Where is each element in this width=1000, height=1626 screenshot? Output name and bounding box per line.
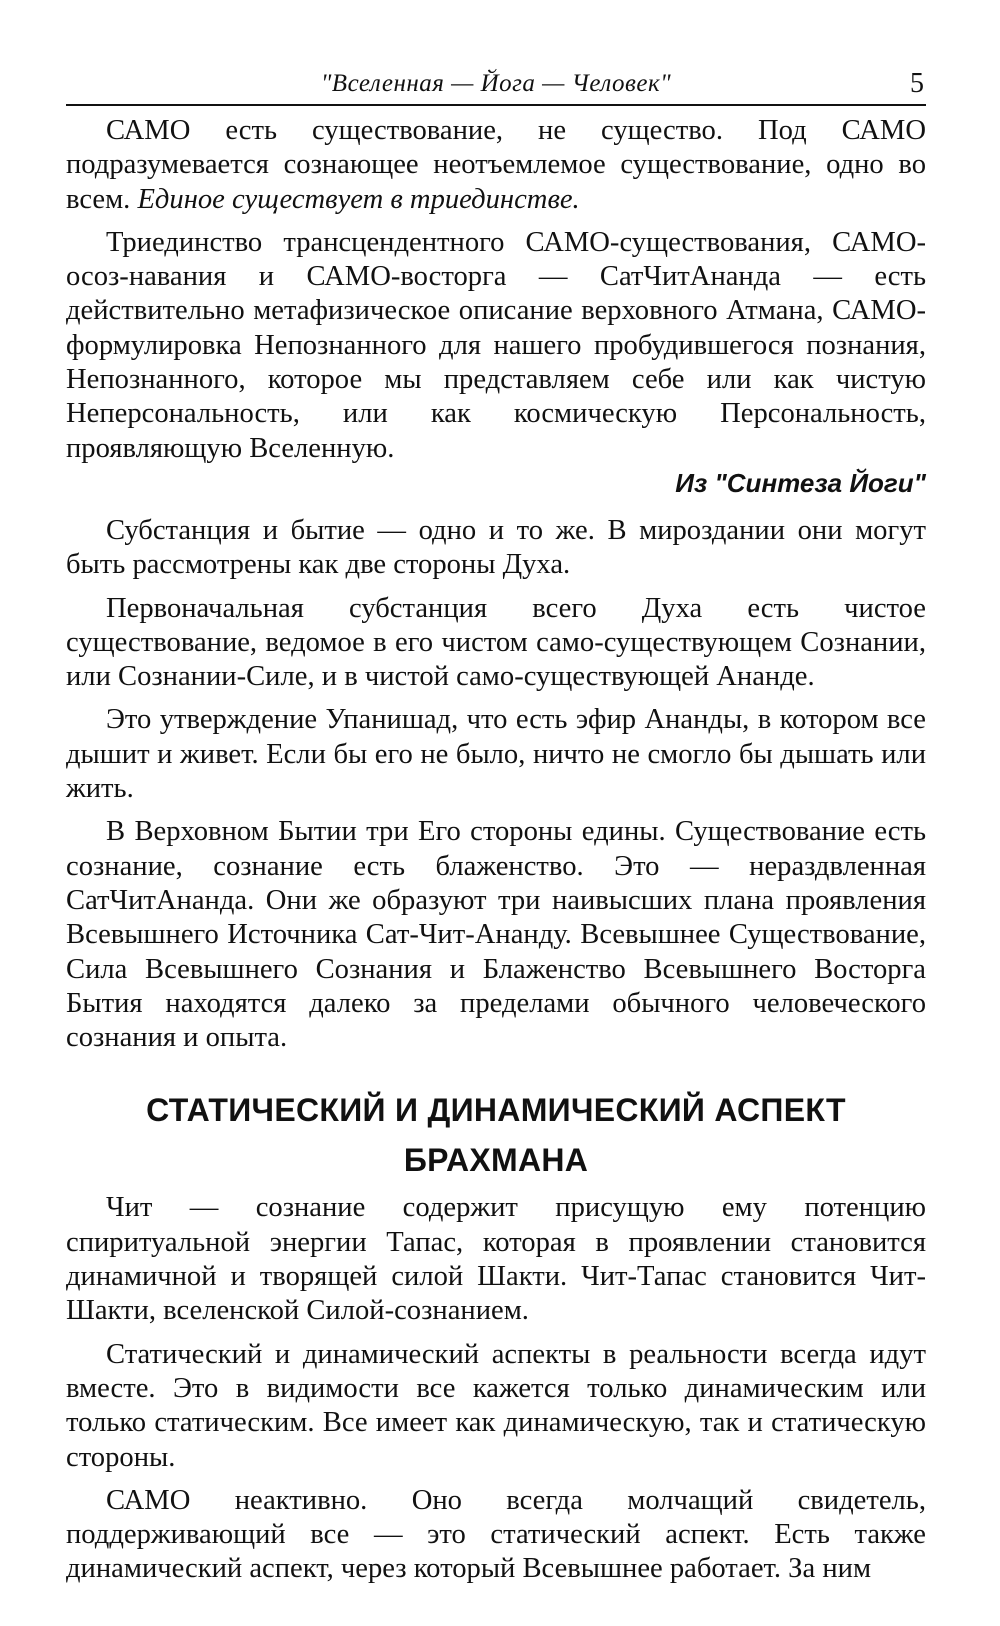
paragraph: Чит — сознание содержит присущую ему потенцию спиритуальной энергии Тапас, которая в проявлении становится динамичной и творящей силой Шакти. Чит-Тапас становится Чит-Шакти, вселенской Силой-сознанием. — [66, 1192, 926, 1327]
section-heading-line: СТАТИЧЕСКИЙ И ДИНАМИЧЕСКИЙ АСПЕКТ — [146, 1092, 846, 1129]
section-heading — [66, 1085, 926, 1185]
paragraph-text: САМО есть существование, не существо. Под САМО подразумевается сознающее неотъемлемое существование, одно во всем. — [66, 115, 926, 215]
paragraph: Триединство трансцендентного САМО-существования, САМО-осоз-навания и САМО-восторга — СатЧитАнанда — есть действительно метафизическое описание верховного Атмана, САМО-формулировка Непознанного для нашего пробудившегося познания, Непознанного, которое мы представляем себе или как чистую Неперсональность, или как космическую Персональность, проявляющую Вселенную. — [66, 226, 926, 464]
page-number: 5 — [910, 68, 924, 99]
running-header — [66, 64, 926, 106]
paragraph: САМО неактивно. Оно всегда молчащий свидетель, поддерживающий все — это статический аспект. Есть также динамический аспект, через который Всевышнее работает. За ним — [66, 1484, 926, 1585]
book-page — [66, 64, 926, 1604]
emphasized-text: Единое существует в триединстве. — [137, 183, 580, 215]
paragraph: Субстанция и бытие — одно и то же. В мироздании они могут быть рассмотрены как две стороны Духа. — [66, 514, 926, 581]
paragraph: В Верховном Бытии три Его стороны едины. Существование есть сознание, сознание есть блаженство. Это — нераздвленная СатЧитАнанда. Они же образуют три наивысших плана проявления Всевышнего Источника Сат-Чит-Ананду. Всевышнее Существование, Сила Всевышнего Сознания и Блаженство Всевышнего Восторга Бытия находятся далеко за пределами обычного человеческого сознания и опыта. — [66, 816, 926, 1054]
paragraph: Это утверждение Упанишад, что есть эфир Ананды, в котором все дышит и живет. Если бы его не было, ничто не смогло бы дышать или жить. — [66, 704, 926, 805]
paragraph: Статический и динамический аспекты в реальности всегда идут вместе. Это в видимости все кажется только динамическим или только статическим. Все имеет как динамическую, так и статическую стороны. — [66, 1338, 926, 1473]
paragraph — [66, 114, 926, 217]
source-attribution: Из "Синтеза Йоги" — [675, 467, 926, 498]
page-body — [66, 106, 926, 1587]
paragraph: Первоначальная субстанция всего Духа есть чистое существование, ведомое в его чистом само-существующем Сознании, или Сознании-Силе, и в чистой само-существующей Ананде. — [66, 592, 926, 693]
section-heading-line: БРАХМАНА — [403, 1142, 589, 1179]
running-title: "Вселенная — Йога — Человек" — [320, 70, 672, 97]
